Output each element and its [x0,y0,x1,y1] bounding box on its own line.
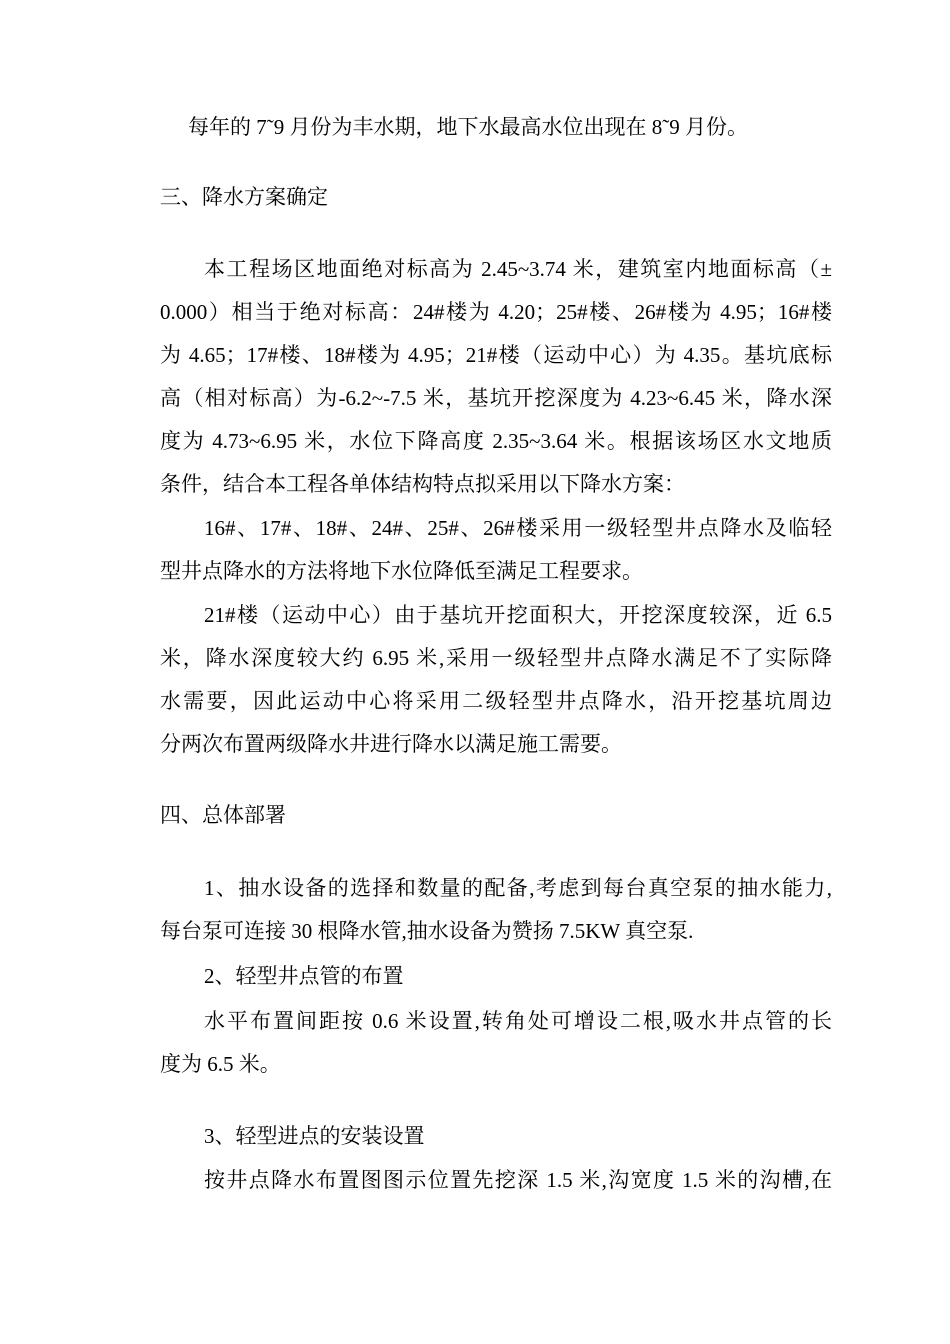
paragraph-line: 水需要，因此运动中心将采用二级轻型井点降水，沿开挖基坑周边 [160,689,832,713]
paragraph-line: 按井点降水布置图图示位置先挖深 1.5 米,沟宽度 1.5 米的沟槽,在 [204,1168,832,1192]
paragraph-line: 16#、17#、18#、24#、25#、26#楼采用一级轻型井点降水及临轻 [204,516,832,540]
paragraph-line: 每台泵可连接 30 根降水管,抽水设备为赞扬 7.5KW 真空泵. [160,919,694,943]
paragraph-line: 21#楼（运动中心）由于基坑开挖面积大，开挖深度较深，近 6.5 [204,603,832,627]
document-page [160,0,832,1344]
section-heading-3: 三、降水方案确定 [160,185,328,209]
paragraph-line: 分两次布置两级降水井进行降水以满足施工需要。 [160,732,622,756]
paragraph-line: 每年的 7˜9 月份为丰水期，地下水最高水位出现在 8˜9 月份。 [188,115,748,139]
paragraph-line: 为 4.65；17#楼、18#楼为 4.95；21#楼（运动中心）为 4.35。基坑底标 [160,343,832,367]
paragraph-line: 1、抽水设备的选择和数量的配备,考虑到每台真空泵的抽水能力, [204,876,832,900]
paragraph-line: 0.000）相当于绝对标高：24#楼为 4.20；25#楼、26#楼为 4.95；16#楼 [160,300,832,324]
paragraph-line: 米，降水深度较大约 6.95 米,采用一级轻型井点降水满足不了实际降 [160,646,832,670]
paragraph-line: 本工程场区地面绝对标高为 2.45~3.74 米，建筑室内地面标高（± [204,257,832,281]
paragraph-line: 条件，结合本工程各单体结构特点拟采用以下降水方案： [160,472,685,496]
paragraph-line: 2、轻型井点管的布置 [204,964,404,988]
paragraph-line: 高（相对标高）为-6.2~-7.5 米，基坑开挖深度为 4.23~6.45 米，降水深 [160,386,832,410]
paragraph-line: 型井点降水的方法将地下水位降低至满足工程要求。 [160,559,643,583]
section-heading-4: 四、总体部署 [160,803,286,827]
paragraph-line: 3、轻型进点的安装设置 [204,1124,425,1148]
paragraph-line: 水平布置间距按 0.6 米设置,转角处可增设二根,吸水井点管的长 [204,1009,832,1033]
paragraph-line: 度为 6.5 米。 [160,1052,281,1076]
paragraph-line: 度为 4.73~6.95 米，水位下降高度 2.35~3.64 米。根据该场区水文地质 [160,429,832,453]
